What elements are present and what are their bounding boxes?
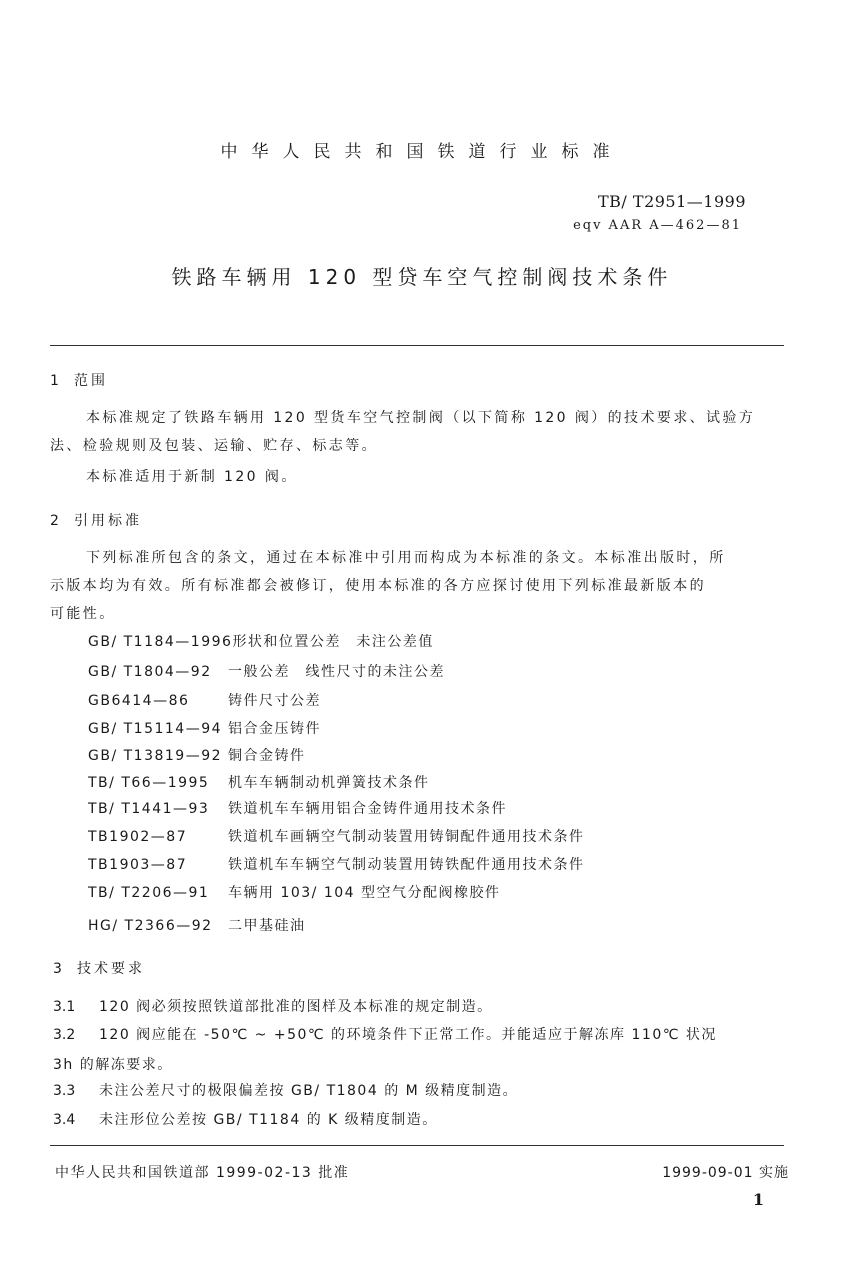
requirement-item — [53, 996, 493, 1016]
reference-name: 铝合金压铸件 — [228, 721, 321, 737]
top-divider — [50, 345, 784, 346]
reference-code: GB/ T15114—94 — [88, 721, 223, 737]
reference-code: TB/ T2206—91 — [88, 885, 210, 901]
references-intro-line: 可能性。 — [50, 606, 116, 622]
references-intro-line: 下列标准所包含的条文，通过在本标准中引用而构成为本标准的条文。本标准出版时，所 — [86, 550, 726, 566]
requirement-text: 未注公差尺寸的极限偏差按 GB/ T1804 的 M 级精度制造。 — [99, 1083, 519, 1099]
reference-item — [88, 798, 507, 818]
reference-name: 铸件尺寸公差 — [228, 693, 321, 709]
section-number: 2 — [50, 513, 59, 529]
reference-name: 车辆用 103/ 104 型空气分配阀橡胶件 — [228, 885, 501, 901]
reference-name: 二甲基硅油 — [228, 918, 306, 934]
reference-item — [88, 882, 501, 902]
effective-date: 1999-09-01 实施 — [662, 1165, 789, 1181]
reference-code: HG/ T2366—92 — [88, 918, 213, 934]
reference-code: TB1902—87 — [88, 829, 188, 845]
equivalent-standard: eqv AAR A—462—81 — [573, 218, 742, 233]
reference-item — [88, 854, 585, 874]
approval-date: 中华人民共和国铁道部 1999-02-13 批准 — [55, 1165, 350, 1181]
scope-paragraph-line: 本标准规定了铁路车辆用 120 型货车空气控制阀（以下简称 120 阀）的技术要求、试验方 — [86, 410, 756, 426]
reference-item — [88, 690, 321, 710]
reference-code: GB/ T1184—1996 — [88, 634, 233, 650]
reference-name: 铁道机车车辆用铝合金铸件通用技术条件 — [228, 801, 507, 817]
reference-item — [88, 772, 430, 792]
requirement-text: 120 阀应能在 -50℃ ~ +50℃ 的环境条件下正常工作。并能适应于解冻库 110℃ 状况 — [99, 1027, 717, 1043]
reference-code: GB/ T1804—92 — [88, 664, 212, 680]
requirement-number: 3.4 — [53, 1112, 76, 1128]
scope-applicability: 本标准适用于新制 120 阀。 — [86, 469, 298, 485]
section-2-heading — [50, 510, 142, 530]
reference-name: 一般公差 线性尺寸的未注公差 — [228, 664, 445, 680]
reference-item — [88, 631, 434, 651]
reference-name: 形状和位置公差 未注公差值 — [232, 634, 434, 650]
reference-code: TB/ T66—1995 — [88, 775, 210, 791]
reference-item — [88, 661, 445, 681]
reference-name: 机车车辆制动机弹簧技术条件 — [228, 775, 430, 791]
reference-item — [88, 718, 321, 738]
requirement-number: 3.3 — [53, 1083, 76, 1099]
document-title: 铁路车辆用 120 型贷车空气控制阀技术条件 — [171, 265, 673, 289]
requirement-item — [53, 1109, 438, 1129]
standard-code: TB/ T2951—1999 — [597, 192, 746, 211]
requirement-item — [53, 1080, 518, 1100]
requirement-number: 3.2 — [53, 1027, 76, 1043]
requirement-text: 120 阀必须按照铁道部批准的图样及本标准的规定制造。 — [99, 999, 493, 1015]
requirement-text: 未注形位公差按 GB/ T1184 的 K 级精度制造。 — [99, 1112, 438, 1128]
reference-name: 铜合金铸件 — [228, 748, 306, 764]
reference-code: GB/ T13819—92 — [88, 748, 223, 764]
section-title: 引用标准 — [74, 513, 142, 529]
requirement-number: 3.1 — [53, 999, 76, 1015]
requirement-item — [53, 1024, 717, 1044]
scope-paragraph-line: 法、检验规则及包装、运输、贮存、标志等。 — [50, 438, 378, 454]
section-title: 技术要求 — [77, 961, 145, 977]
section-1-heading — [50, 370, 108, 390]
reference-item — [88, 826, 585, 846]
reference-code: TB/ T1441—93 — [88, 801, 210, 817]
reference-code: TB1903—87 — [88, 857, 188, 873]
reference-name: 铁道机车画辆空气制动装置用铸铜配件通用技术条件 — [228, 829, 585, 845]
page-number: 1 — [752, 1190, 764, 1209]
reference-item — [88, 745, 306, 765]
bottom-divider — [50, 1145, 784, 1146]
requirement-continuation: 3h 的解冻要求。 — [53, 1057, 173, 1073]
section-number: 1 — [50, 373, 59, 389]
references-intro-line: 示版本均为有效。所有标准都会被修订，使用本标准的各方应探讨使用下列标准最新版本的 — [50, 578, 706, 594]
reference-item — [88, 915, 306, 935]
section-title: 范围 — [74, 373, 108, 389]
section-number: 3 — [53, 961, 62, 977]
issuing-authority: 中华人民共和国铁道行业标准 — [220, 142, 624, 162]
reference-code: GB6414—86 — [88, 693, 190, 709]
section-3-heading — [53, 958, 145, 978]
reference-name: 铁道机车车辆空气制动装置用铸铁配件通用技术条件 — [228, 857, 585, 873]
